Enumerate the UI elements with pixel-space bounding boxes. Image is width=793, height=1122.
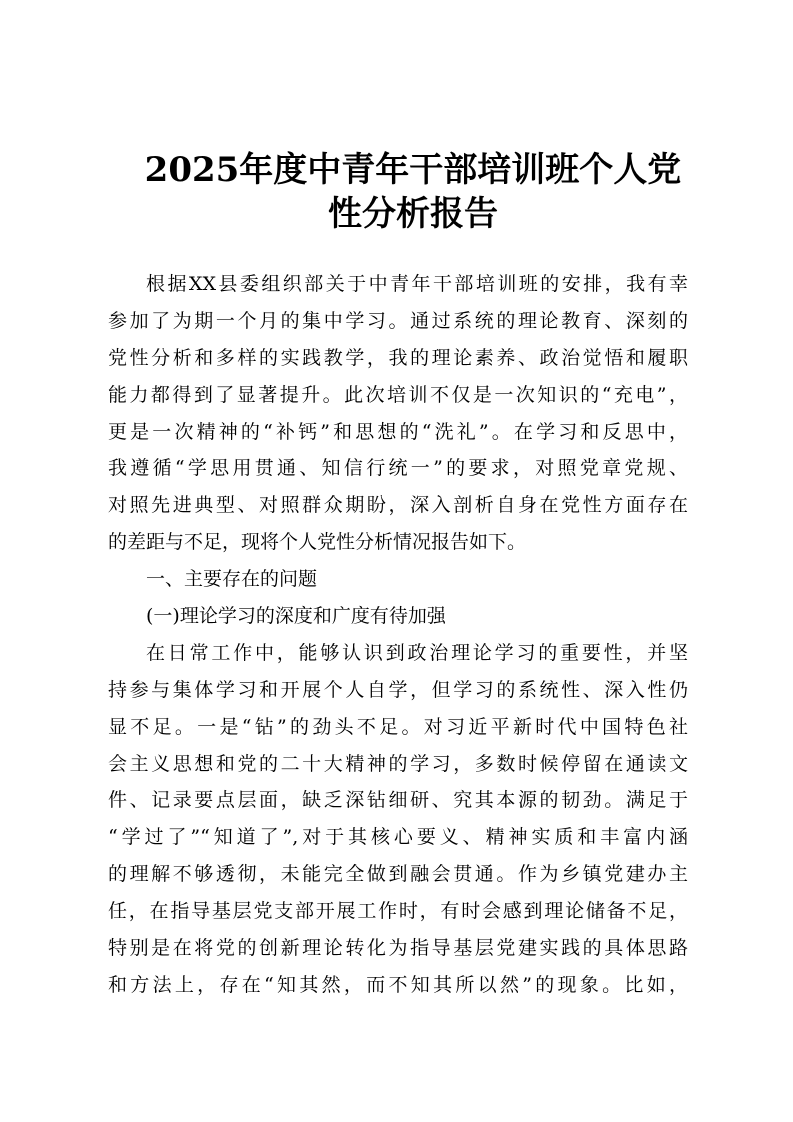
body-line: “学过了”“知道了”,对于其核心要义、精神实质和丰富内涵 [108,826,688,849]
body-line: 特别是在将党的创新理论转化为指导基层党建实践的具体思路 [108,937,688,960]
document-body [108,266,688,1004]
body-line: 在日常工作中，能够认识到政治理论学习的重要性，并坚 [146,641,688,664]
intro-line: 根据XX县委组织部关于中青年干部培训班的安排，我有幸 [146,273,688,295]
intro-line: 的差距与不足，现将个人党性分析情况报告如下。 [108,531,527,554]
body-line: 持参与集体学习和开展个人自学，但学习的系统性、深入性仍 [108,678,688,701]
intro-line: 能力都得到了显著提升。此次培训不仅是一次知识的“充电”， [108,383,688,406]
intro-line: 党性分析和多样的实践教学，我的理论素养、政治觉悟和履职 [108,346,688,369]
body-line: 的理解不够透彻，未能完全做到融会贯通。作为乡镇党建办主 [108,863,688,886]
intro-line: 参加了为期一个月的集中学习。通过系统的理论教育、深刻的 [108,309,688,332]
body-line: 件、记录要点层面，缺乏深钻细研、究其本源的韧劲。满足于 [108,789,688,812]
title-line-1: 2025年度中青年干部培训班个人党 [144,150,682,190]
body-line: 和方法上，存在“知其然，而不知其所以然”的现象。比如， [108,973,688,996]
document-title [108,148,718,236]
intro-line: 我遵循“学思用贯通、知信行统一”的要求，对照党章党规、 [108,457,688,480]
intro-line: 对照先进典型、对照群众期盼，深入剖析自身在党性方面存在 [108,494,688,517]
body-line: 显不足。一是“钻”的劲头不足。对习近平新时代中国特色社 [108,715,688,738]
title-line-2: 性分析报告 [328,194,498,234]
subsection-heading: (一)理论学习的深度和广度有待加强 [146,605,446,628]
body-line: 会主义思想和党的二十大精神的学习，多数时候停留在通读文 [108,752,688,775]
body-line: 任，在指导基层党支部开展工作时，有时会感到理论储备不足， [108,900,688,923]
section-heading: 一、主要存在的问题 [146,568,318,591]
intro-line: 更是一次精神的“补钙”和思想的“洗礼”。在学习和反思中， [108,420,688,443]
